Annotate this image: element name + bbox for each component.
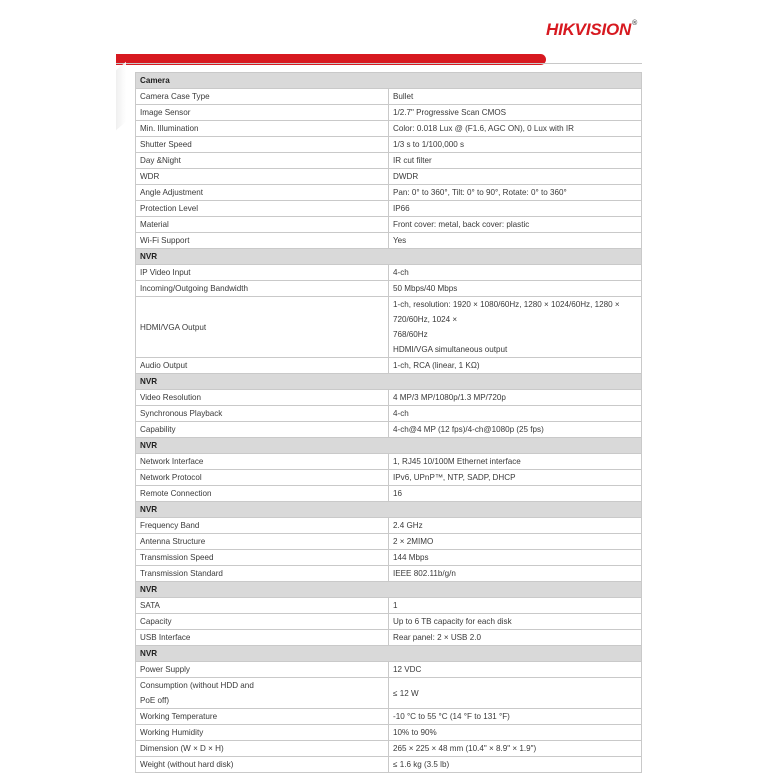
spec-value: 4-ch — [389, 406, 642, 422]
spec-value: Up to 6 TB capacity for each disk — [389, 614, 642, 630]
spec-row — [136, 153, 642, 169]
section-header-row — [136, 502, 642, 518]
spec-row — [136, 486, 642, 502]
spec-label: Capacity — [136, 614, 389, 630]
spec-value: 4-ch — [389, 265, 642, 281]
spec-row — [136, 598, 642, 614]
spec-label: Material — [136, 217, 389, 233]
spec-label — [136, 678, 389, 709]
spec-value: 1 — [389, 598, 642, 614]
spec-row — [136, 185, 642, 201]
spec-row — [136, 422, 642, 438]
spec-value: IP66 — [389, 201, 642, 217]
spec-value: IPv6, UPnP™, NTP, SADP, DHCP — [389, 470, 642, 486]
spec-value: 1/3 s to 1/100,000 s — [389, 137, 642, 153]
spec-value: IR cut filter — [389, 153, 642, 169]
section-header-row — [136, 374, 642, 390]
spec-value: 2.4 GHz — [389, 518, 642, 534]
spec-value: 12 VDC — [389, 662, 642, 678]
spec-row — [136, 518, 642, 534]
spec-row — [136, 709, 642, 725]
spec-label: Dimension (W × D × H) — [136, 741, 389, 757]
spec-row — [136, 217, 642, 233]
spec-label: Power Supply — [136, 662, 389, 678]
spec-value-line: HDMI/VGA simultaneous output — [393, 345, 508, 354]
section-title: NVR — [136, 374, 642, 390]
spec-label: Network Protocol — [136, 470, 389, 486]
spec-label: Shutter Speed — [136, 137, 389, 153]
spec-label: Weight (without hard disk) — [136, 757, 389, 773]
spec-label: Network Interface — [136, 454, 389, 470]
spec-value: Color: 0.018 Lux @ (F1.6, AGC ON), 0 Lux with IR — [389, 121, 642, 137]
spec-label: Capability — [136, 422, 389, 438]
spec-row — [136, 358, 642, 374]
spec-row — [136, 614, 642, 630]
spec-label: Image Sensor — [136, 105, 389, 121]
spec-value: Front cover: metal, back cover: plastic — [389, 217, 642, 233]
section-title: NVR — [136, 646, 642, 662]
logo-registered-mark: ® — [632, 20, 638, 27]
spec-label: Antenna Structure — [136, 534, 389, 550]
spec-value: -10 °C to 55 °C (14 °F to 131 °F) — [389, 709, 642, 725]
side-decoration — [116, 62, 126, 130]
spec-value-line: 1-ch, resolution: 1920 × 1080/60Hz, 1280 × 1024/60Hz, 1280 × 720/60Hz, 1024 × — [393, 300, 620, 324]
spec-value: IEEE 802.11b/g/n — [389, 566, 642, 582]
spec-label-line: Consumption (without HDD and — [140, 681, 254, 690]
spec-row — [136, 233, 642, 249]
section-title: NVR — [136, 502, 642, 518]
spec-value-line: 768/60Hz — [393, 330, 428, 339]
header-divider — [116, 63, 642, 64]
section-header-row — [136, 249, 642, 265]
spec-label: Frequency Band — [136, 518, 389, 534]
spec-row — [136, 89, 642, 105]
section-title: NVR — [136, 582, 642, 598]
spec-value: ≤ 12 W — [389, 678, 642, 709]
spec-value: Rear panel: 2 × USB 2.0 — [389, 630, 642, 646]
spec-label: Working Humidity — [136, 725, 389, 741]
spec-row — [136, 741, 642, 757]
spec-value: 265 × 225 × 48 mm (10.4" × 8.9" × 1.9") — [389, 741, 642, 757]
spec-value: Yes — [389, 233, 642, 249]
spec-row — [136, 550, 642, 566]
spec-row — [136, 678, 642, 709]
spec-row — [136, 566, 642, 582]
spec-value: 2 × 2MIMO — [389, 534, 642, 550]
spec-label: SATA — [136, 598, 389, 614]
spec-row — [136, 534, 642, 550]
spec-label: Transmission Speed — [136, 550, 389, 566]
spec-row — [136, 105, 642, 121]
spec-label: Camera Case Type — [136, 89, 389, 105]
spec-row — [136, 201, 642, 217]
spec-row — [136, 406, 642, 422]
spec-row — [136, 630, 642, 646]
spec-row — [136, 662, 642, 678]
spec-value: Bullet — [389, 89, 642, 105]
spec-value: 4-ch@4 MP (12 fps)/4-ch@1080p (25 fps) — [389, 422, 642, 438]
spec-value: 144 Mbps — [389, 550, 642, 566]
spec-value: 1, RJ45 10/100M Ethernet interface — [389, 454, 642, 470]
logo-text: HIKVISION — [546, 20, 632, 39]
spec-value: Pan: 0° to 360°, Tilt: 0° to 90°, Rotate: 0° to 360° — [389, 185, 642, 201]
spec-row — [136, 121, 642, 137]
spec-value — [389, 297, 642, 358]
spec-label: Remote Connection — [136, 486, 389, 502]
spec-label: USB Interface — [136, 630, 389, 646]
hikvision-logo — [546, 20, 637, 40]
spec-label: WDR — [136, 169, 389, 185]
spec-label: Angle Adjustment — [136, 185, 389, 201]
spec-value: 1/2.7" Progressive Scan CMOS — [389, 105, 642, 121]
spec-value: 10% to 90% — [389, 725, 642, 741]
section-header-row — [136, 646, 642, 662]
spec-label: Working Temperature — [136, 709, 389, 725]
spec-row — [136, 137, 642, 153]
spec-table — [135, 72, 642, 773]
spec-label: Wi-Fi Support — [136, 233, 389, 249]
spec-label: Video Resolution — [136, 390, 389, 406]
spec-table-body — [136, 73, 642, 773]
spec-row — [136, 470, 642, 486]
spec-value: ≤ 1.6 kg (3.5 lb) — [389, 757, 642, 773]
spec-label: Day &Night — [136, 153, 389, 169]
section-title: Camera — [136, 73, 642, 89]
section-header-row — [136, 73, 642, 89]
spec-label: Min. Illumination — [136, 121, 389, 137]
spec-row — [136, 265, 642, 281]
spec-label: Synchronous Playback — [136, 406, 389, 422]
spec-value: DWDR — [389, 169, 642, 185]
spec-label: IP Video Input — [136, 265, 389, 281]
spec-row — [136, 725, 642, 741]
section-header-row — [136, 438, 642, 454]
spec-label-line: PoE off) — [140, 696, 170, 705]
section-title: NVR — [136, 249, 642, 265]
spec-label: HDMI/VGA Output — [136, 297, 389, 358]
spec-value: 16 — [389, 486, 642, 502]
spec-value: 4 MP/3 MP/1080p/1.3 MP/720p — [389, 390, 642, 406]
section-title: NVR — [136, 438, 642, 454]
spec-row — [136, 297, 642, 358]
section-header-row — [136, 582, 642, 598]
spec-row — [136, 454, 642, 470]
spec-row — [136, 169, 642, 185]
spec-row — [136, 390, 642, 406]
spec-row — [136, 281, 642, 297]
spec-value: 1-ch, RCA (linear, 1 KΩ) — [389, 358, 642, 374]
spec-label: Incoming/Outgoing Bandwidth — [136, 281, 389, 297]
spec-label: Transmission Standard — [136, 566, 389, 582]
spec-row — [136, 757, 642, 773]
spec-value: 50 Mbps/40 Mbps — [389, 281, 642, 297]
spec-label: Audio Output — [136, 358, 389, 374]
spec-label: Protection Level — [136, 201, 389, 217]
